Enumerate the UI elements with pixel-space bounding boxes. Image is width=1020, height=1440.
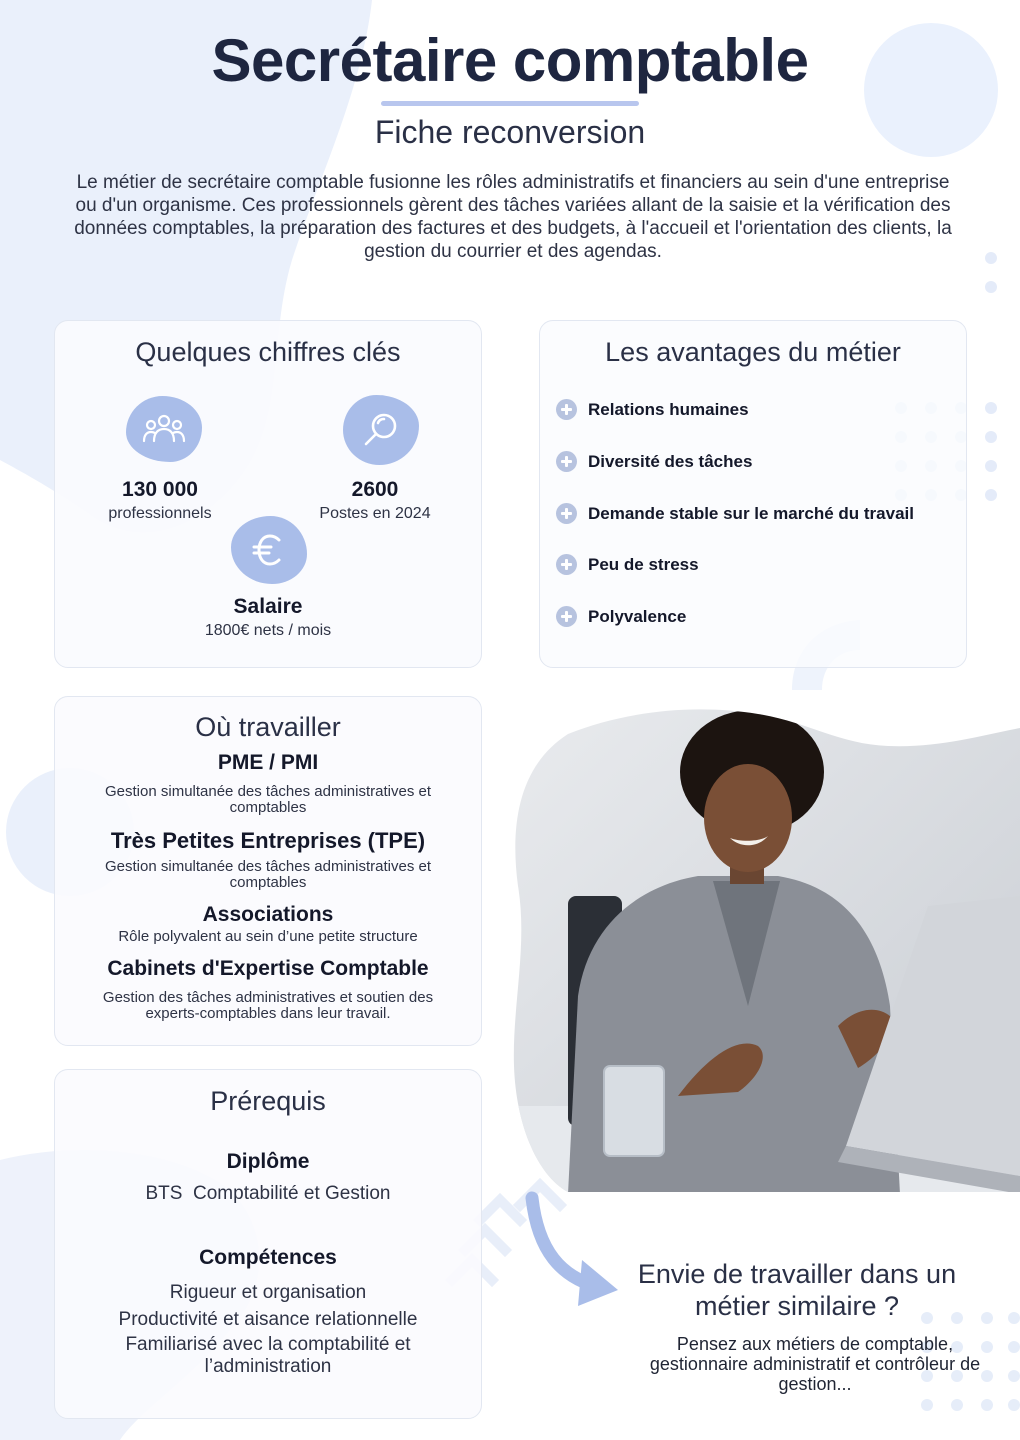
cta-text: Pensez aux métiers de comptable, gestionnaire administratif et contrôleur de gestion...	[649, 1334, 981, 1394]
diploma-heading: Diplôme	[226, 1150, 310, 1173]
skill-item: Rigueur et organisation	[169, 1282, 367, 1303]
intro-paragraph: Le métier de secrétaire comptable fusionne les rôles administratifs et financiers au sein d'une entreprise ou d'un organisme. Ces professionnels gèrent des tâches variées allant de la saisie et la vérification des données comptables, la préparation des factures et des budgets, à l'accueil et l'orientation des clients, la gestion du courrier et des agendas.	[74, 172, 952, 262]
key-figures-card	[54, 320, 482, 668]
workplace-name: Très Petites Entreprises (TPE)	[110, 828, 426, 853]
advantage-label: Relations humaines	[588, 399, 749, 419]
workplace-desc: Gestion des tâches administratives et soutien des experts-comptables dans leur travail.	[102, 989, 434, 1022]
stat-value: 2600	[351, 478, 399, 501]
plus-circle-icon	[556, 606, 577, 627]
advantage-label: Demande stable sur le marché du travail	[588, 503, 914, 523]
workplaces-card	[54, 696, 482, 1046]
salary-heading: Salaire	[233, 595, 303, 618]
advantage-item	[556, 451, 752, 472]
plus-circle-icon	[556, 554, 577, 575]
plus-circle-icon	[556, 503, 577, 524]
workplace-name: Associations	[202, 903, 334, 926]
workplaces-title: Où travailler	[195, 712, 341, 742]
page-title: Secrétaire comptable	[211, 27, 809, 94]
stat-label: professionnels	[108, 505, 212, 522]
cta-title: Envie de travailler dans un métier similaire ?	[637, 1259, 957, 1321]
title-underline	[381, 101, 639, 106]
page-subtitle: Fiche reconversion	[374, 114, 646, 150]
plus-circle-icon	[556, 451, 577, 472]
advantages-card	[539, 320, 967, 668]
stat-value: 130 000	[122, 478, 198, 501]
curved-arrow-icon	[520, 1190, 630, 1320]
diploma-value: BTS Comptabilité et Gestion	[145, 1183, 391, 1204]
advantage-label: Polyvalence	[588, 606, 687, 626]
key-figures-title: Quelques chiffres clés	[135, 337, 401, 367]
workplace-desc: Rôle polyvalent au sein d’une petite structure	[118, 928, 418, 945]
advantage-item	[556, 503, 914, 524]
advantages-title: Les avantages du métier	[605, 337, 901, 367]
workplace-desc: Gestion simultanée des tâches administratives et comptables	[105, 858, 431, 891]
advantage-item	[556, 606, 686, 627]
skills-heading: Compétences	[199, 1246, 337, 1269]
workplace-name: Cabinets d'Expertise Comptable	[107, 957, 429, 980]
euro-icon	[231, 516, 307, 584]
stat-label: Postes en 2024	[319, 505, 431, 522]
advantage-label: Diversité des tâches	[588, 451, 753, 471]
advantage-item	[556, 554, 699, 575]
salary-value: 1800€ nets / mois	[204, 622, 332, 639]
advantage-item	[556, 399, 749, 420]
prerequisites-card	[54, 1069, 482, 1419]
skills-list	[65, 1280, 471, 1378]
people-icon	[126, 396, 202, 462]
magnifier-icon	[343, 395, 419, 465]
advantage-label: Peu de stress	[588, 554, 699, 574]
workplace-desc: Gestion simultanée des tâches administratives et comptables	[105, 783, 431, 816]
plus-circle-icon	[556, 399, 577, 420]
skill-item: Productivité et aisance relationnelle	[118, 1309, 418, 1330]
skill-item: Familiarisé avec la comptabilité et l’administration	[125, 1334, 411, 1377]
prerequisites-title: Prérequis	[210, 1086, 326, 1116]
workplace-name: PME / PMI	[217, 751, 319, 774]
woman-at-laptop-photo	[508, 706, 1020, 1194]
